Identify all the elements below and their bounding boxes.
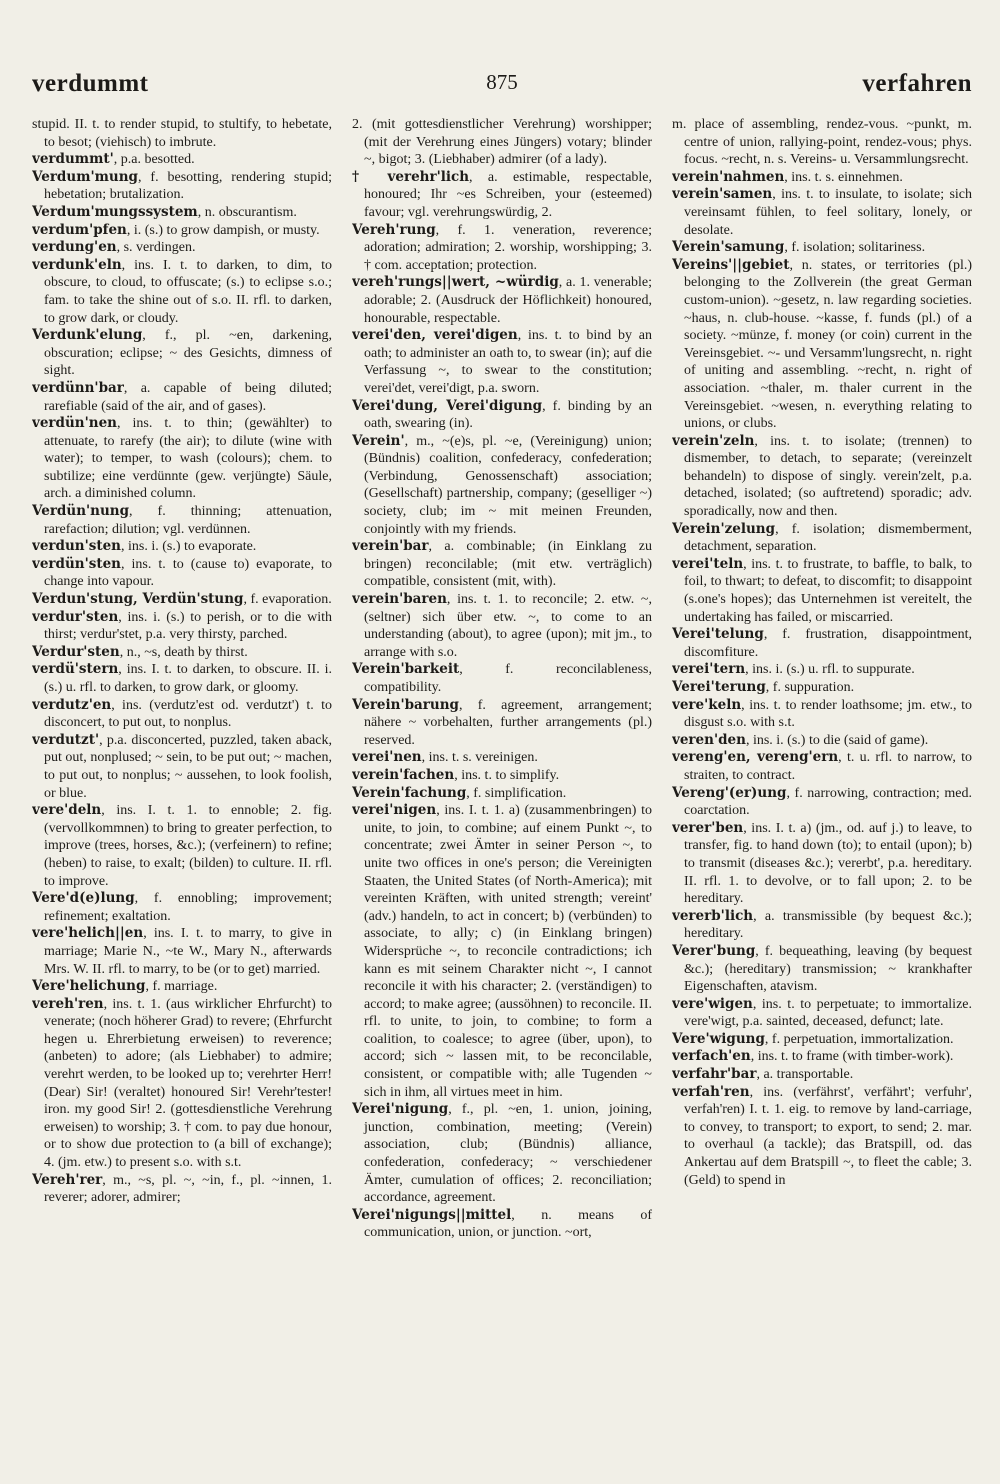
entry-definition: , ins. I. t. 1. to ennoble; 2. fig. (vervollkommnen) to bring to greater perfection, to improve (trees, horses, &c.); (verfeinern) to refine; (heben) to raise, to exalt; (bilden) to culture. II. rfl. to improve. (44, 803, 332, 889)
entry-headword: † verehr'lich (352, 168, 470, 185)
dictionary-entry (672, 661, 972, 679)
dictionary-entry (32, 257, 332, 327)
entry-definition: , f. evaporation. (243, 592, 332, 608)
dictionary-entry (352, 785, 652, 803)
page-header (32, 66, 972, 106)
entry-definition: , n. obscurantism. (197, 204, 297, 220)
column-2 (352, 116, 652, 1441)
entry-definition: 2. (mit gottesdienstlicher Verehrung) worshipper; (mit der Verehrung eines Jüngers) votary; blinder ~, bigot; 3. (Liebhaber) admirer (of a lady). (352, 117, 652, 168)
entry-headword: verdün'nen (32, 415, 117, 432)
dictionary-entry (32, 661, 332, 696)
dictionary-entry (672, 943, 972, 996)
entry-definition: , ins. i. (s.) to evaporate. (121, 539, 257, 555)
right-running-head: verfahren (862, 70, 972, 97)
entry-definition: , f. bequeathing, leaving (by bequest &c.); (hereditary) transmission; ~ krankhafter Eigenschaften, atavism. (684, 943, 972, 995)
entry-definition: , ins. I. t. 1. a) (zusammenbringen) to unite, to join, to combine; auf einem Punkt ~, to concentrate; zwei Ämter in seiner Person ~, to unite two offices in one's person; die Vereinigten Staaten, the United States (of North-America); mit vereinten Kräften, with united strength; vereint' (adv.) handeln, to act in concert; b) (verbünden) to associate, to ally; c) (in Einklang bringen) Widersprüche ~, to reconcile contradictions; ich kann es mit seinem Charakter nicht ~, I cannot reconcile it with his character; 2. (verständigen) to accord; to make agree; (aussöhnen) to reconcile. II. rfl. to unite, to join, to combine; to form a coalition, to coalesce; to agree (über, upon), to accord; sich ~ lassen mit, to be reconcilable, consistent, or compatible with; alle Tugenden ~ sich in ihm, all virtues meet in him. (364, 803, 652, 1100)
entry-definition: , n. states, or territories (pl.) belonging to the Zollverein (the great German custom-union). ~gesetz, n. law regarding societies. ~haus, n. club-house. ~kasse, f. funds (pl.) of a society. ~münze, f. money (or coin) current in the Vereinsgebiet. ~- und Versamm'lungsrecht, n. right of uniting and assembling. ~recht, n. right of association. ~thaler, m. thaler current in the Vereinsgebiet. ~wesen, n. everything relating to unions, or clubs. (684, 257, 972, 432)
dictionary-entry (32, 151, 332, 169)
entry-headword: Verei'telung (672, 626, 764, 643)
entry-definition: stupid. II. t. to render stupid, to stultify, to hebetate, to besot; (viehisch) to imbrute. (32, 117, 332, 150)
entry-definition: , ins. I. t. to darken, to dim, to obscure, to cloud, to offuscate; (s.) to eclipse s.o.; fam. to take the shine out of s.o. II. rfl. to darken, to grow dark, or cloudy. (44, 257, 332, 326)
entry-headword: Vereh'rung (352, 221, 436, 238)
dictionary-entry (352, 222, 652, 275)
dictionary-entry (672, 521, 972, 556)
dictionary-entry (672, 433, 972, 521)
dictionary-entry (352, 538, 652, 591)
entry-headword: verdü'stern (32, 661, 119, 678)
entry-definition: , t. u. rfl. to narrow, to straiten, to contract. (684, 750, 972, 783)
dictionary-entry (32, 697, 332, 732)
dictionary-entry (352, 169, 652, 222)
entry-definition: , ins. t. to thin; (gewählter) to attenuate, to rarefy (the air); to dilute (wine with water); to temper, to wash (colours); chem. to subtilize; eine verdünnte (gew. verjüngte) Säule, arch. a diminished column. (44, 416, 332, 502)
dictionary-entry (352, 661, 652, 696)
dictionary-entry (32, 996, 332, 1172)
entry-definition: , f. agreement, arrangement; nähere ~ vorbehalten, further arrangements (pl.) reserved. (364, 697, 652, 748)
entry-headword: Vere'helichung (32, 978, 146, 995)
entry-headword: Verein'fachung (352, 784, 467, 801)
dictionary-entry (672, 1031, 972, 1049)
entry-definition: , f., pl. ~en, 1. union, joining, junction, combination, meeting; (Verein) association, club; (Bündnis) alliance, confederation, confederacy; ~ verschiedener Ämter, cumulation of offices; 2. reconciliation; accordance, agreement. (364, 1102, 652, 1206)
entry-headword: verer'ben (672, 819, 744, 836)
entry-headword: Vereh'rer (32, 1171, 103, 1188)
entry-definition: , f. marriage. (145, 979, 218, 995)
dictionary-entry (32, 415, 332, 503)
dictionary-entry (672, 697, 972, 732)
entry-headword: verdur'sten (32, 608, 119, 625)
entry-headword: Verdunk'elung (32, 327, 143, 344)
dictionary-entry (32, 503, 332, 538)
dictionary-entry (672, 996, 972, 1031)
dictionary-entry (352, 697, 652, 750)
dictionary-entry (672, 1048, 972, 1066)
entry-headword: vereh'rungs||wert, ~würdig (352, 274, 559, 291)
entry-headword: Verdün'nung (32, 503, 130, 520)
column-3 (672, 116, 972, 1441)
entry-definition: , ins. I. t. to darken, to obscure. II. i. (s.) u. rfl. to darken, to grow dark, or gloomy. (44, 662, 332, 695)
entry-definition: , ins. t. to frame (with timber-work). (750, 1049, 954, 1065)
entry-definition: , f. 1. veneration, reverence; adoration; admiration; 2. worship, worshipping; 3. † com. acceptation; protection. (364, 222, 652, 273)
dictionary-entry (32, 116, 332, 151)
entry-headword: vereng'en, vereng'ern (672, 749, 839, 766)
entry-definition: , ins. t. to render loathsome; jm. etw., to disgust s.o. with s.t. (684, 697, 972, 731)
entry-headword: verfah'ren (672, 1083, 750, 1100)
dictionary-entry (672, 679, 972, 697)
entry-definition: , f. isolation; dismemberment, detachment, separation. (684, 521, 972, 555)
dictionary-entry (672, 186, 972, 239)
entry-definition: , n., ~s, death by thirst. (119, 644, 248, 660)
entry-headword: verein'baren (352, 591, 447, 608)
entry-headword: Verei'terung (672, 679, 766, 695)
entry-headword: verein'zeln (672, 432, 755, 449)
entry-headword: Vere'd(e)lung (32, 890, 135, 907)
dictionary-entry (32, 380, 332, 415)
entry-headword: verdunk'eln (32, 256, 122, 273)
dictionary-entry (672, 626, 972, 661)
entry-definition: , f. thinning; attenuation, rarefaction; dilution; vgl. verdünnen. (44, 504, 332, 537)
entry-definition: , f., pl. ~en, darkening, obscuration; eclipse; ~ des Gesichts, dimness of sight. (44, 328, 332, 379)
entry-headword: verein'fachen (352, 766, 455, 783)
entry-headword: verein'nahmen (672, 168, 785, 185)
entry-headword: Verdum'mung (32, 168, 138, 185)
dictionary-entry (672, 732, 972, 750)
entry-definition: , i. (s.) to grow dampish, or musty. (126, 222, 320, 238)
dictionary-entry (672, 820, 972, 908)
entry-headword: Verer'bung (672, 942, 756, 959)
dictionary-entry (32, 609, 332, 644)
entry-headword: verdünn'bar (32, 379, 124, 396)
entry-headword: Vereng'(er)ung (672, 784, 787, 801)
dictionary-entry (672, 116, 972, 169)
dictionary-entry (352, 1207, 652, 1242)
entry-headword: verei'nigen (352, 802, 437, 819)
dictionary-entry (352, 767, 652, 785)
entry-headword: verei'nen (352, 749, 422, 766)
dictionary-entry (352, 433, 652, 539)
dictionary-entry (32, 925, 332, 978)
entry-headword: Verei'nigungs||mittel (352, 1206, 512, 1223)
dictionary-entry (32, 978, 332, 996)
entry-definition: , ins. i. (s.) u. rfl. to suppurate. (745, 662, 915, 678)
entry-headword: veren'den (672, 731, 746, 748)
entry-headword: Vereins'||gebiet (672, 256, 790, 273)
entry-definition: , m., ~(e)s, pl. ~e, (Vereinigung) union; (Bündnis) coalition, confederacy, confederation; (Verbindung, Genossenschaft) association; (Gesellschaft) partnership, company; (geselliger ~) society, club; im ~ mit meinen Freunden, conjointly with my friends. (364, 433, 652, 537)
entry-definition: , f. binding by an oath, swearing (in). (364, 398, 652, 432)
dictionary-entry (352, 116, 652, 169)
entry-definition: , f. suppuration. (765, 680, 855, 695)
dictionary-entry (32, 802, 332, 890)
entry-definition: , ins. t. to isolate; (trennen) to dismember, to detach, to separate; (vereinzelt behandeln) to dispose of singly. verein'zelt, p.a. detached, isolated; (so auftretend) sporadic; adv. sporadically, now and then. (684, 433, 972, 520)
entry-definition: , a. combinable; (in Einklang zu bringen) reconcilable; (mit etw. verträglich) compatible, consistent (mit, with). (364, 539, 652, 590)
entry-definition: , ins. t. to (cause to) evaporate, to change into vapour. (44, 556, 332, 590)
entry-headword: vere'helich||en (32, 925, 144, 942)
entry-definition: , ins. t. to frustrate, to baffle, to balk, to foil, to thwart; to defeat, to discomfit; to disappoint (s.one's hopes); das Unternehmen ist vereitelt, the undertaking has failed, or miscarried. (684, 556, 972, 625)
entry-headword: verein'bar (352, 538, 429, 555)
dictionary-entry (352, 802, 652, 1101)
dictionary-entry (32, 327, 332, 380)
dictionary-entry (32, 169, 332, 204)
entry-headword: verfach'en (672, 1048, 751, 1065)
entry-definition: , ins. I. t. a) (jm., od. auf j.) to leave, to transfer, fig. to hand down (to); to entail (upon); b) to transmit (diseases &c.); vererbt', p.a. hereditary. II. rfl. 1. to devolve, or to fall upon; 2. to be hereditary. (684, 820, 972, 907)
entry-definition: , ins. t. 1. (aus wirklicher Ehrfurcht) to venerate; (noch höherer Grad) to revere; (Ehrfurcht hegen u. Ehrerbietung erweisen) to reverence; (anbeten) to adore; (als Liebhaber) to admire; verehrt werden, to be looked up to; verehrter Herr! (Dear) Sir! (veraltet) honoured Sir! Verehr'tester! iron. my good Sir! 2. (gottesdienstliche Verehrung erweisen) to worship; 3. † com. to pay due honour, or to show due protection to (a bill of exchange); 4. (jm. etw.) to present s.o. with s.t. (44, 996, 332, 1171)
dictionary-entry (672, 556, 972, 626)
entry-headword: verdutz'en (32, 696, 112, 713)
entry-definition: , ins. t. s. einnehmen. (784, 169, 903, 185)
entry-definition: , f. perpetuation, immortalization. (764, 1031, 954, 1047)
entry-definition: , ins. t. to bind by an oath; to administer an oath to, to swear (in); auf die Verfassung ~, to swear to the constitution; verei'det, verei'digt, p.a. sworn. (364, 328, 652, 396)
dictionary-entry (352, 591, 652, 661)
dictionary-entry (672, 169, 972, 187)
entry-headword: vere'keln (672, 696, 742, 713)
dictionary-entry (352, 327, 652, 397)
left-running-head: verdummt (32, 70, 149, 97)
entry-headword: verdummt' (32, 151, 114, 168)
dictionary-entry (32, 204, 332, 222)
entry-definition: , ins. t. to insulate, to isolate; sich vereinsamt fühlen, to feel solitary, lonely, or desolate. (684, 187, 972, 238)
entry-definition: , s. verdingen. (116, 240, 196, 256)
entry-headword: verdutzt' (32, 731, 100, 748)
entry-definition: , ins. t. 1. to reconcile; 2. etw. ~, (seltner) sich über etw. ~, to come to an understanding (about), to agree (upon); mit jm., to arrange with s.o. (364, 592, 652, 660)
entry-headword: verein'samen (672, 186, 773, 203)
dictionary-entry (672, 257, 972, 433)
entry-definition: , f. besotting, rendering stupid; hebetation; brutalization. (44, 169, 332, 203)
dictionary-entry (672, 908, 972, 943)
entry-headword: vere'deln (32, 802, 102, 819)
entry-definition: , f. narrowing, contraction; med. coarctation. (684, 785, 972, 819)
dictionary-entry (672, 1084, 972, 1190)
entry-headword: vere'wigen (672, 995, 753, 1012)
entry-definition: , m., ~s, pl. ~, ~in, f., pl. ~innen, 1. reverer; adorer, admirer; (44, 1172, 332, 1206)
entry-headword: verdung'en (32, 239, 117, 256)
entry-definition: , p.a. besotted. (113, 152, 195, 168)
text-columns (32, 116, 972, 1441)
entry-headword: Verein'barkeit (352, 661, 460, 678)
entry-headword: Verei'nigung (352, 1101, 449, 1118)
entry-definition: , ins. t. to perpetuate; to immortalize. vere'wigt, p.a. sainted, deceased, defunct; late. (684, 996, 972, 1030)
dictionary-entry (32, 239, 332, 257)
dictionary-entry (32, 591, 332, 609)
entry-headword: verdün'sten (32, 555, 121, 572)
dictionary-entry (352, 398, 652, 433)
entry-definition: , ins. (verdutz'est od. verdutzt') t. to disconcert, to put out, to nonplus. (44, 697, 332, 731)
entry-headword: verei'tern (672, 661, 746, 678)
entry-definition: , p.a. disconcerted, puzzled, taken aback, put out, nonplused; ~ sein, to be put out; ~ machen, to put out, to nonplus; ~ aussehen, to look foolish, or blue. (44, 732, 332, 801)
dictionary-entry (32, 222, 332, 240)
entry-definition: , a. capable of being diluted; rarefiable (said of the air, and of gases). (44, 380, 332, 414)
entry-headword: verdum'pfen (32, 221, 127, 238)
entry-headword: Verdum'mungssystem (32, 203, 198, 220)
entry-definition: , a. 1. venerable; adorable; 2. (Ausdruck der Höflichkeit) honoured, honourable, respectable. (364, 275, 652, 326)
entry-definition: , f. reconcilableness, compatibility. (364, 662, 652, 695)
entry-headword: Verdun'stung, Verdün'stung (32, 591, 244, 608)
page-number: 875 (486, 70, 518, 94)
dictionary-entry (32, 644, 332, 662)
entry-headword: Verein'zelung (672, 520, 776, 537)
entry-definition: , a. transportable. (756, 1067, 854, 1083)
entry-definition: , ins. t. s. vereinigen. (421, 750, 538, 766)
entry-definition: , n. means of communication, union, or junction. ~ort, (364, 1207, 652, 1241)
entry-headword: vereh'ren (32, 995, 104, 1012)
dictionary-entry (672, 1066, 972, 1084)
entry-headword: Verei'dung, Verei'digung (352, 397, 543, 414)
entry-headword: Verein'barung (352, 696, 459, 713)
entry-headword: Vere'wigung (672, 1030, 765, 1047)
dictionary-entry (672, 785, 972, 820)
dictionary-entry (352, 1101, 652, 1207)
dictionary-entry (32, 538, 332, 556)
dictionary-entry (352, 274, 652, 327)
entry-definition: , f. simplification. (466, 785, 567, 801)
entry-definition: , a. transmissible (by bequest &c.); hereditary. (684, 908, 972, 942)
dictionary-entry (32, 890, 332, 925)
entry-headword: verei'teln (672, 555, 744, 572)
entry-headword: Verein'samung (672, 239, 785, 256)
entry-definition: , a. estimable, respectable, honoured; Ihr ~es Schreiben, your (esteemed) favour; vgl. verehrungswürdig, 2. (364, 169, 652, 220)
entry-definition: , ins. i. (s.) to die (said of game). (745, 732, 929, 748)
entry-definition: , ins. I. t. to marry, to give in marriage; Marie N., ~te W., Mary N., afterwards Mrs. W. II. rfl. to marry, to be (or to get) married. (44, 926, 332, 977)
entry-definition: , ins. i. (s.) to perish, or to die with thirst; verdur'stet, p.a. very thirsty, parched. (44, 609, 332, 643)
entry-definition: , ins. (verfährst', verfährt'; verfuhr', verfah'ren) I. t. 1. eig. to remove by land-carriage, to convey, to transport; to export, to send; 2. mar. to overhaul (a tackle); das Bratspill, od. das Ankertau auf dem Bratspill ~, to fleet the cable; 3. (Geld) to spend in (684, 1084, 972, 1188)
dictionary-entry (32, 732, 332, 802)
entry-headword: Verein' (352, 432, 405, 449)
dictionary-entry (672, 749, 972, 784)
dictionary-entry (672, 239, 972, 257)
dictionary-entry (32, 556, 332, 591)
entry-definition: , ins. t. to simplify. (454, 767, 560, 783)
column-1 (32, 116, 332, 1441)
entry-headword: verei'den, verei'digen (352, 327, 518, 344)
dictionary-entry (352, 749, 652, 767)
entry-headword: verfahr'bar (672, 1066, 757, 1083)
entry-definition: , f. isolation; solitariness. (784, 240, 926, 256)
entry-headword: verdun'sten (32, 538, 121, 555)
entry-definition: m. place of assembling, rendez-vous. ~punkt, m. centre of union, rallying-point, rendez-vous; phys. focus. ~recht, n. s. Vereins- u. Versammlungsrecht. (672, 117, 972, 168)
entry-headword: vererb'lich (672, 907, 754, 924)
dictionary-entry (32, 1172, 332, 1207)
entry-definition: , f. ennobling; improvement; refinement; exaltation. (44, 891, 332, 924)
entry-definition: , f. frustration, disappointment, discomfiture. (684, 627, 972, 660)
entry-headword: Verdur'sten (32, 643, 120, 660)
